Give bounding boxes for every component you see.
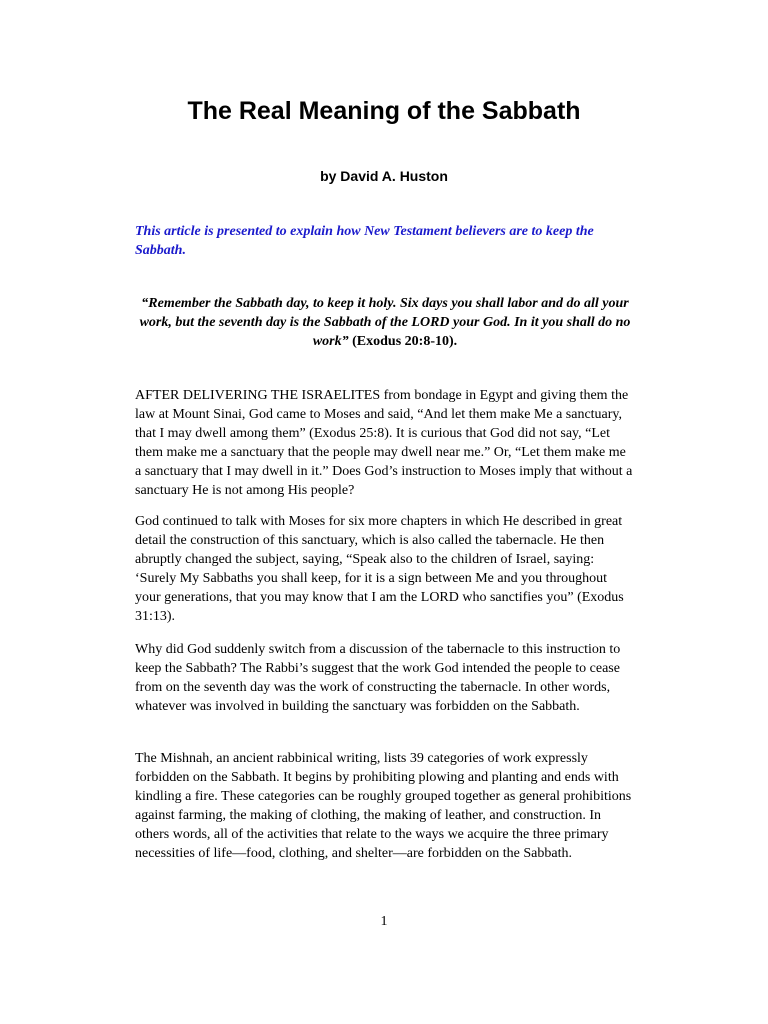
document-title: The Real Meaning of the Sabbath	[187, 97, 581, 125]
quote-reference: (Exodus 20:8-10).	[348, 334, 458, 349]
page-number: 1	[380, 914, 388, 929]
author-byline: by David A. Huston	[320, 168, 448, 184]
body-paragraph: AFTER DELIVERING THE ISRAELITES from bondage in Egypt and giving them the law at Mount Sinai, God came to Moses and said, “And let them make Me a sanctuary, that I may dwell among them” (Exodus 25:8). It is curious that God did not say, “Let them make me a sanctuary that the people may dwell near me.” Or, “Let them make me a sanctuary that I may dwell in it.” Does God’s instruction to Moses imply that without a sanctuary He is not among His people?	[135, 388, 633, 498]
scripture-quote	[135, 294, 635, 351]
body-paragraph: The Mishnah, an ancient rabbinical writing, lists 39 categories of work expressly forbidden on the Sabbath. It begins by prohibiting plowing and planting and ends with kindling a fire. These categories can be roughly grouped together as general prohibitions against farming, the making of clothing, the making of leather, and construction. In others words, all of the activities that relate to the ways we acquire the three primary necessities of life—food, clothing, and shelter—are forbidden on the Sabbath.	[135, 751, 632, 861]
body-paragraph: God continued to talk with Moses for six more chapters in which He described in great detail the construction of this sanctuary, which is also called the tabernacle. He then abruptly changed the subject, saying, “Speak also to the children of Israel, saying: ‘Surely My Sabbaths you shall keep, for it is a sign between Me and you throughout your generations, that you may know that I am the LORD who sanctifies you” (Exodus 31:13).	[135, 514, 624, 624]
body-paragraph: Why did God suddenly switch from a discussion of the tabernacle to this instruction to keep the Sabbath? The Rabbi’s suggest that the work God intended the people to cease from on the seventh day was the work of constructing the tabernacle. In other words, whatever was involved in building the sanctuary was forbidden on the Sabbath.	[135, 642, 621, 714]
intro-statement: This article is presented to explain how New Testament believers are to keep the Sabbath.	[135, 224, 594, 258]
quote-text: “Remember the Sabbath day, to keep it holy. Six days you shall labor and do all your work, but the seventh day is the Sabbath of the LORD your God. In it you shall do no work”	[139, 296, 631, 349]
